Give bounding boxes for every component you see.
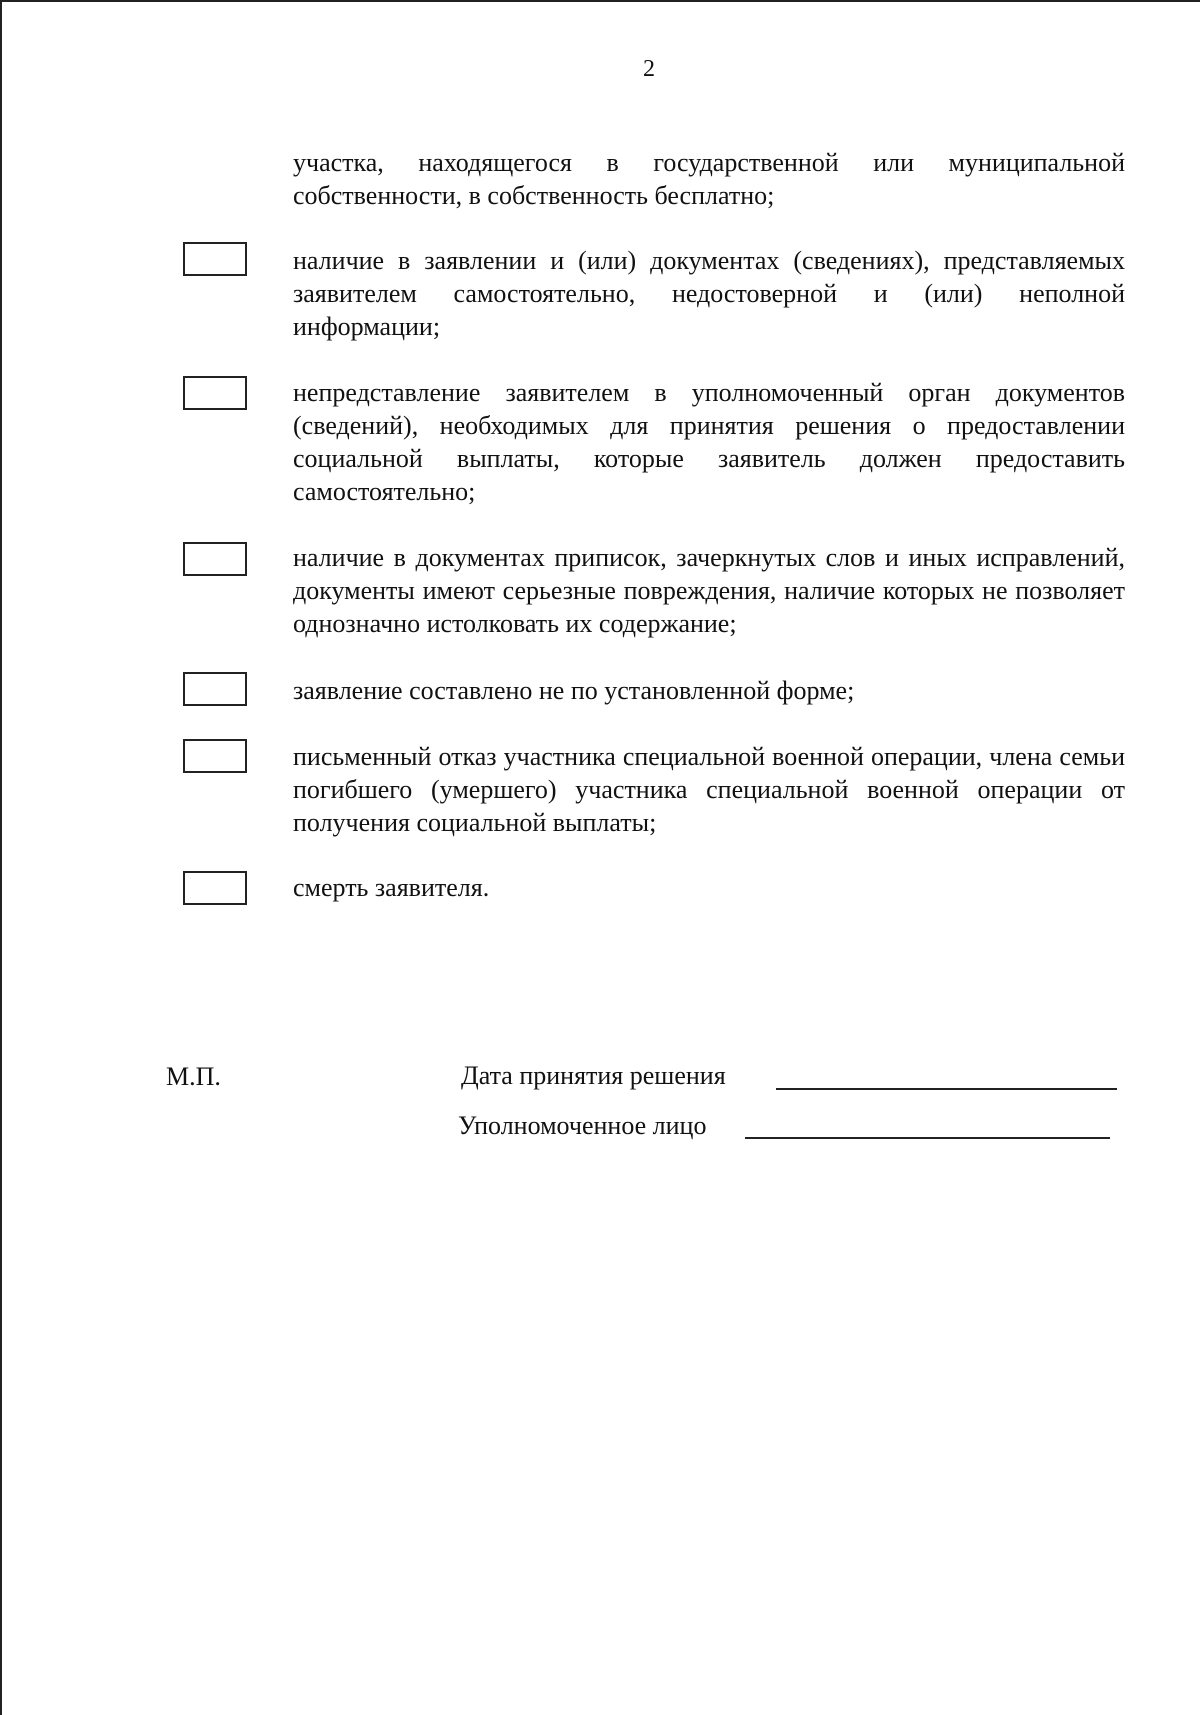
decision-date-line[interactable] <box>776 1088 1117 1090</box>
option-text-5: письменный отказ участника специальной военной операции, члена семьи погибшего (умершего) участника специальной военной операции от получения социальной выплаты; <box>293 742 1125 837</box>
option-text-3: наличие в документах приписок, зачеркнутых слов и иных исправлений, документы имеют серьезные повреждения, наличие которых не позволяет однозначно истолковать их содержание; <box>293 543 1125 638</box>
option-text-6: смерть заявителя. <box>293 873 490 902</box>
option-checkbox-1[interactable] <box>183 242 247 276</box>
option-checkbox-5[interactable] <box>183 739 247 773</box>
decision-date-label: Дата принятия решения <box>461 1061 726 1090</box>
authorized-person-line[interactable] <box>745 1137 1110 1139</box>
stamp-label: М.П. <box>166 1062 221 1091</box>
authorized-person-label: Уполномоченное лицо <box>458 1111 707 1140</box>
option-checkbox-2[interactable] <box>183 376 247 410</box>
option-text-1: наличие в заявлении и (или) документах (сведениях), представляемых заявителем самостоятельно, недостоверной и (или) неполной информации; <box>293 246 1125 341</box>
option-text-2: непредставление заявителем в уполномоченный орган документов (сведений), необходимых для принятия решения о предоставлении социальной выплаты, которые заявитель должен предоставить самостоятельно; <box>293 378 1125 506</box>
option-checkbox-6[interactable] <box>183 871 247 905</box>
page-number: 2 <box>643 56 655 82</box>
intro-paragraph: участка, находящегося в государственной или муниципальной собственности, в собственность бесплатно; <box>293 148 1125 210</box>
option-checkbox-4[interactable] <box>183 672 247 706</box>
option-text-4: заявление составлено не по установленной форме; <box>293 676 855 705</box>
option-checkbox-3[interactable] <box>183 542 247 576</box>
